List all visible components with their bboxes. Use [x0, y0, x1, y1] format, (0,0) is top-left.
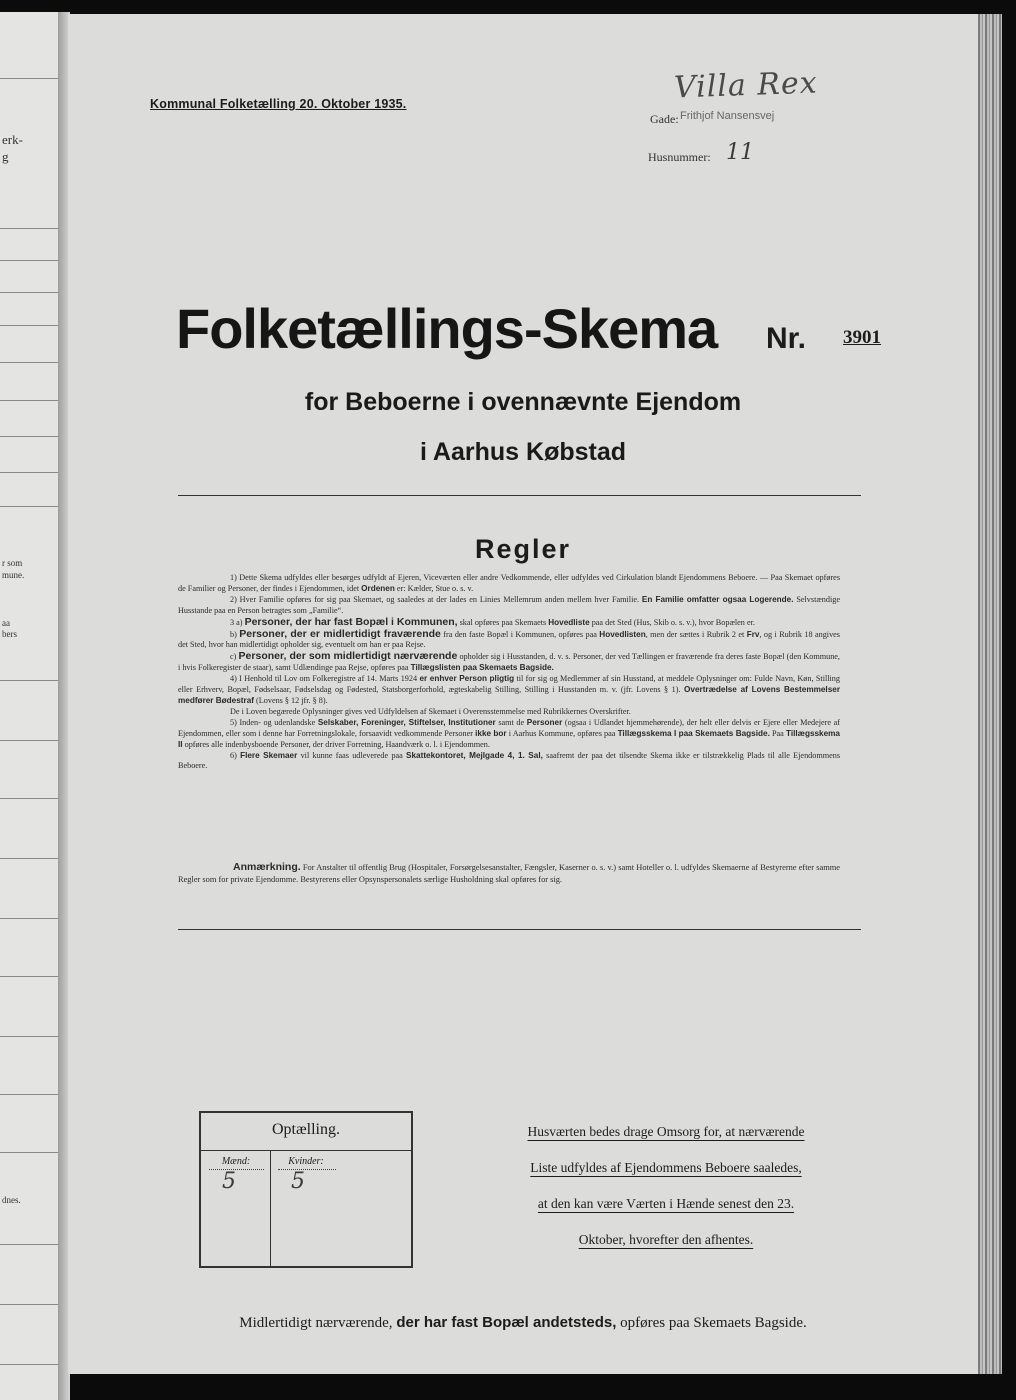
left-page-rule	[0, 1364, 60, 1365]
left-page-rule	[0, 1036, 60, 1037]
left-page-rule	[0, 1244, 60, 1245]
landlord-note-line: at den kan være Værten i Hænde senest den 23.	[537, 1196, 795, 1211]
landlord-note	[488, 1114, 844, 1258]
left-page-rule	[0, 292, 60, 293]
form-subtitle-city: i Aarhus Købstad	[419, 438, 627, 466]
landlord-note-line: Husværten bedes drage Omsorg for, at nærværende	[527, 1124, 805, 1139]
left-page-fragment: r som	[2, 558, 23, 568]
left-page-edge	[0, 12, 60, 1400]
rule-3a: 3 a) Personer, der har fast Bopæl i Kommunen, skal opføres paa Skemaets Hovedliste paa det Sted (Hus, Skib o. s. v.), hvor Bopælen er.	[230, 615, 755, 628]
rule-1: 1) Dette Skema udfyldes eller besørges udfyldt af Ejeren, Viceværten eller andre Vedkommende, eller udfyldes ved Cirkulation blandt Ejendommens Beboere. — Paa Skemaet opføres de Familier og Personer, der findes i Ejendommen, idet Ordenen er: Kælder, Stue o. s. v.	[178, 573, 840, 593]
remark-label: Anmærkning.	[233, 861, 301, 873]
remark-text: For Anstalter til offentlig Brug (Hospitaler, Forsørgelsesanstalter, Fængsler, Kaserner o. s. v.) samt Hoteller o. l. udfyldes Skemaerne af Bestyrerne efter samme Regler som for private Ejendomme. Bestyrerens eller Opsynspersonalets særlige Husholdning skal opføres for sig.	[178, 863, 840, 884]
house-number-label: Husnummer:	[648, 150, 711, 164]
tally-women-label: Kvinder:	[288, 1156, 324, 1167]
left-page-rule	[0, 798, 60, 799]
tally-men-label: Mænd:	[221, 1156, 251, 1167]
landlord-note-line: Oktober, hvorefter den afhentes.	[578, 1232, 754, 1247]
left-page-rule	[0, 740, 60, 741]
left-page-rule	[0, 918, 60, 919]
left-page-rule	[0, 506, 60, 507]
tally-box	[199, 1111, 413, 1268]
rules-heading: Regler	[474, 534, 572, 564]
left-page-rule	[0, 325, 60, 326]
left-page-fragment: bers	[2, 629, 17, 639]
tally-title: Optælling.	[271, 1121, 340, 1138]
remark-paragraph	[178, 862, 840, 885]
census-label: Kommunal Folketælling 20. Oktober 1935.	[150, 97, 407, 111]
left-page-rule	[0, 858, 60, 859]
tally-column-divider	[270, 1150, 271, 1266]
rule-5: 5) Inden- og udenlandske Selskaber, Foreninger, Stiftelser, Institutioner samt de Personer (ogsaa i Udlandet hjemmehørende), der helt eller delvis er Ejere eller Medejere af Ejendommen, eller som i denne har Forretningslokale, forsaavidt vedkommende Personer ikke bor i Aarhus Kommune, opføres paa Tillægsskema I paa Skemaets Bagside. Paa Tillægsskema II opføres alle indenbysboende Personer, der driver Forretning, Haandværk o. l. i Ejendommen.	[178, 717, 840, 749]
left-page-rule	[0, 472, 60, 473]
left-page-rule	[0, 680, 60, 681]
left-page-fragment: dnes.	[2, 1195, 21, 1205]
landlord-note-line: Liste udfyldes af Ejendommens Beboere saaledes,	[530, 1160, 802, 1175]
divider-rule	[178, 929, 861, 930]
handwritten-men-count: 5	[222, 1169, 236, 1194]
left-page-fragment: erk-	[2, 132, 23, 147]
tally-men-underline	[209, 1169, 264, 1170]
form-subtitle: for Beboerne i ovennævnte Ejendom	[304, 388, 742, 416]
street-label: Gade:	[650, 112, 679, 126]
left-page-rule	[0, 436, 60, 437]
handwritten-villa-name: Villa Rex	[673, 65, 819, 106]
form-title: Folketællings-Skema	[176, 297, 718, 360]
left-page-rule	[0, 228, 60, 229]
left-page-rule	[0, 1304, 60, 1305]
left-page-rule	[0, 1094, 60, 1095]
left-page-rule	[0, 260, 60, 261]
rule-3b: b) Personer, der er midlertidigt fraværende fra den faste Bopæl i Kommunen, opføres paa Hovedlisten, men der sættes i Rubrik 2 et Frv, og i Rubrik 18 angives det Sted, hvor han midlertidigt opholder sig, eventuelt om han er paa Rejse.	[178, 627, 840, 650]
census-form-page	[68, 14, 978, 1374]
left-page-fragment: aa	[2, 618, 10, 628]
rule-2: 2) Hver Familie opføres for sig paa Skemaet, og saaledes at der lades en Linies Mellemrum anden mellem hver Familie. En Familie omfatter ogsaa Logerende. Selvstændige Husstande paa en Person betragtes som „Familie“.	[178, 594, 840, 615]
left-page-rule	[0, 362, 60, 363]
page-stack-edge	[978, 14, 1002, 1374]
rule-6: 6) Flere Skemaer vil kunne faas udleverede paa Skattekontoret, Mejlgade 4, 1. Sal, saafremt der paa det tilsendte Skema ikke er tilstrækkelig Plads til alle Ejendommens Beboere.	[178, 750, 841, 771]
rules-text	[178, 573, 840, 772]
form-number-label: Nr.	[766, 322, 807, 355]
left-page-rule	[0, 400, 60, 401]
street-value: Frithjof Nansensvej	[680, 110, 775, 122]
left-page-fragment: mune.	[2, 570, 25, 580]
left-page-fragment: g	[2, 149, 9, 164]
footer-note: Midlertidigt nærværende, der har fast Bopæl andetsteds, opføres paa Skemaets Bagside.	[239, 1314, 807, 1331]
divider-rule	[178, 495, 861, 496]
rule-4-note: De i Loven begærede Oplysninger gives ved Udfyldelsen af Skemaet i Overensstemmelse med Rubrikkernes Overskrifter.	[230, 706, 631, 716]
handwritten-women-count: 5	[291, 1169, 305, 1194]
left-page-rule	[0, 1152, 60, 1153]
rule-4: 4) I Henhold til Lov om Folkeregistre af 14. Marts 1924 er enhver Person pligtig til for sig og Medlemmer af sin Husstand, at meddele Oplysninger om: Fulde Navn, Køn, Stilling eller Erhverv, Bopæl, Fødselsaar, Fødselsdag og Fødested, Statsborgerforhold, ægteskabelig Stilling, Stilling i Husstanden m. v. (jfr. Lovens § 1). Overtrædelse af Lovens Bestemmelser medfører Bødestraf (Lovens § 12 jfr. § 8).	[178, 674, 841, 705]
handwritten-house-number: 11	[726, 140, 754, 165]
rule-3c: c) Personer, der som midlertidigt nærværende opholder sig i Husstanden, d. v. s. Personer, der ved Tællingen er fraværende fra deres faste Bopæl (den Kommune, i hvis Folkeregister de staar), samt Udlændinge paa Rejse, opføres paa Tillægslisten paa Skemaets Bagside.	[178, 650, 840, 673]
form-number-value: 3901	[843, 327, 881, 348]
tally-separator	[201, 1150, 411, 1151]
left-page-rule	[0, 78, 60, 79]
tally-women-underline	[278, 1169, 336, 1170]
left-page-rule	[0, 976, 60, 977]
